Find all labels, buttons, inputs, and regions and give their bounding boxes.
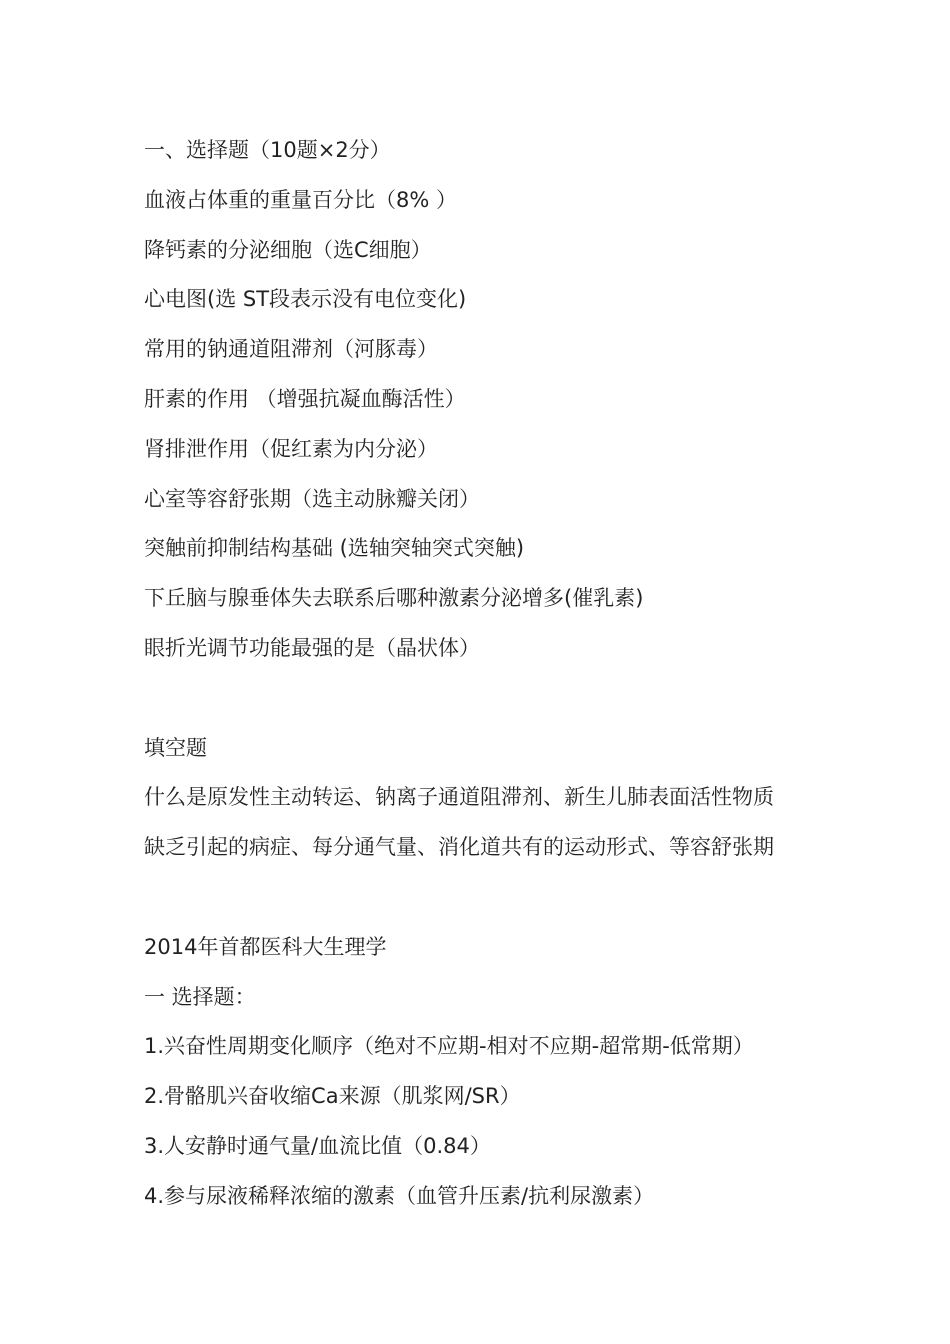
section1-item: 肾排泄作用（促红素为内分泌） — [144, 436, 438, 461]
section2-line: 缺乏引起的病症、每分通气量、消化道共有的运动形式、等容舒张期 — [144, 835, 774, 860]
section3-item: 1.兴奋性周期变化顺序（绝对不应期-相对不应期-超常期-低常期） — [144, 1034, 754, 1059]
section3-item: 4.参与尿液稀释浓缩的激素（血管升压素/抗利尿激素） — [144, 1183, 655, 1208]
section1-item: 眼折光调节功能最强的是（晶状体） — [144, 635, 480, 660]
section1-item: 心室等容舒张期（选主动脉瓣关闭） — [144, 486, 480, 511]
document-page — [144, 126, 844, 1222]
section2-line: 什么是原发性主动转运、钠离子通道阻滞剂、新生儿肺表面活性物质 — [144, 785, 774, 810]
section1-item: 下丘脑与腺垂体失去联系后哪种激素分泌增多(催乳素) — [144, 586, 644, 611]
section1-item: 常用的钠通道阻滞剂（河豚毒） — [144, 337, 438, 362]
section1-item: 肝素的作用 （增强抗凝血酶活性） — [144, 386, 466, 411]
section1-item: 心电图(选 ST段表示没有电位变化) — [144, 287, 467, 312]
section3-title: 2014年首都医科大生理学 — [144, 934, 387, 959]
spacer — [144, 873, 844, 923]
section3-item: 3.人安静时通气量/血流比值（0.84） — [144, 1133, 491, 1158]
section2-heading: 填空题 — [144, 735, 207, 760]
section3-heading: 一 选择题： — [144, 984, 256, 1009]
section1-item: 血液占体重的重量百分比（8% ） — [144, 187, 457, 212]
section3-item: 2.骨骼肌兴奋收缩Ca来源（肌浆网/SR） — [144, 1084, 521, 1109]
spacer — [144, 674, 844, 724]
section1-heading: 一、选择题（10题×2分） — [144, 138, 391, 162]
section1-item: 降钙素的分泌细胞（选C细胞） — [144, 237, 432, 262]
section1-item: 突触前抑制结构基础 (选轴突轴突式突触) — [144, 536, 525, 561]
